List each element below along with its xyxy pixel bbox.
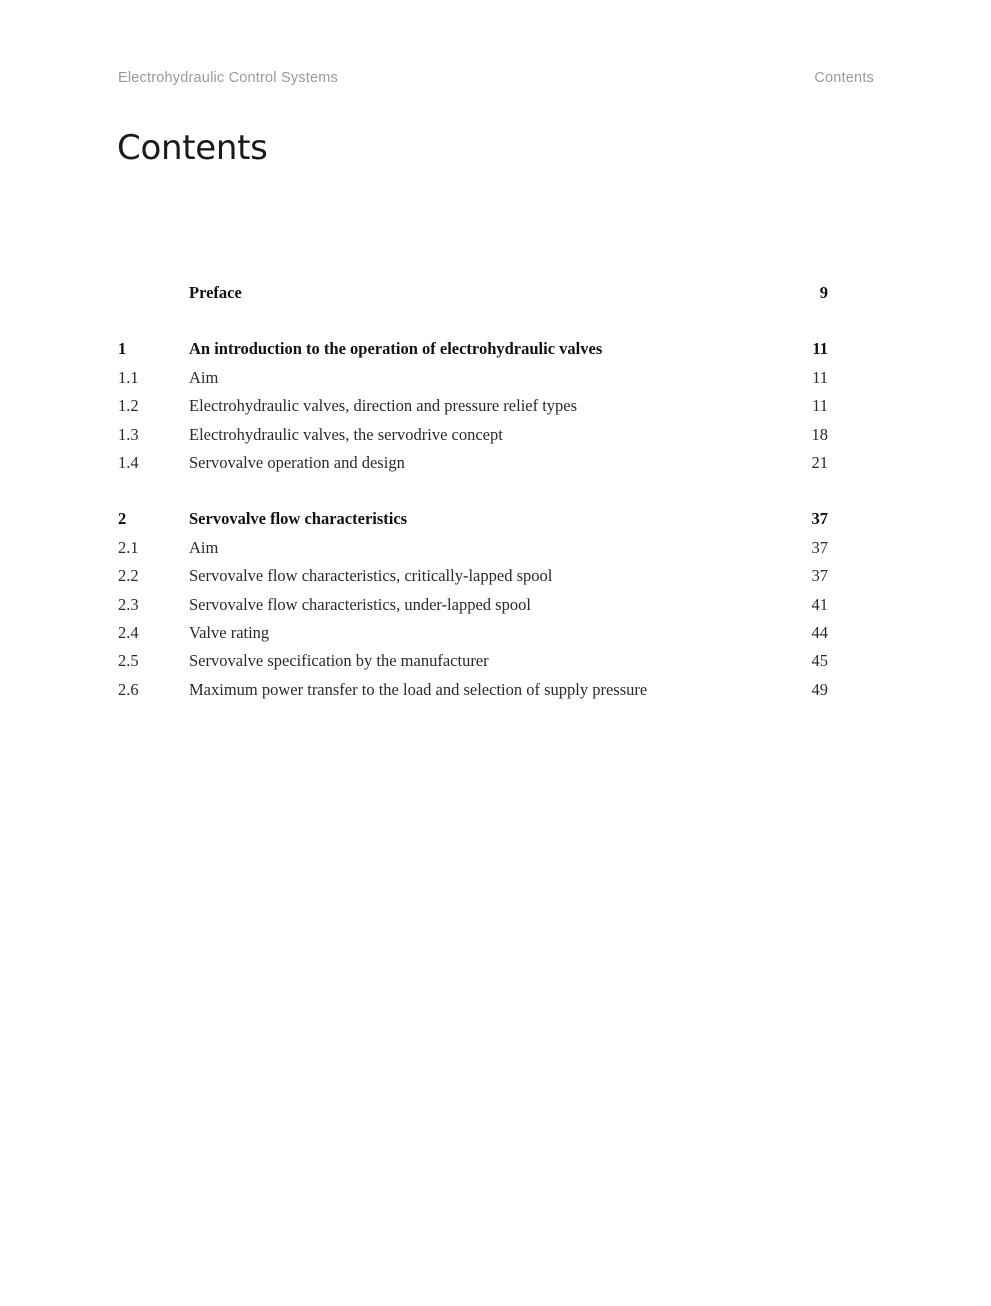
toc-entry-title: Servovalve specification by the manufacturer	[189, 651, 489, 671]
toc-entry-title: An introduction to the operation of electrohydraulic valves	[189, 339, 603, 359]
toc-entry-page: 44	[811, 622, 828, 642]
table-of-contents	[118, 279, 828, 732]
toc-entry-number: 1.3	[118, 424, 139, 444]
toc-entry-page: 18	[811, 424, 828, 444]
toc-entry-number: 2.1	[118, 537, 139, 557]
toc-entry-number: 2.6	[118, 679, 139, 699]
toc-entry-title: Servovalve operation and design	[189, 452, 405, 472]
toc-entry-page: 21	[811, 452, 828, 472]
toc-entry-chapter[interactable]	[118, 335, 828, 363]
toc-entry-title: Aim	[189, 367, 219, 387]
toc-entry-title: Servovalve flow characteristics	[189, 509, 408, 529]
toc-entry-title: Valve rating	[189, 622, 270, 642]
toc-entry-title: Maximum power transfer to the load and selection of supply pressure	[189, 679, 648, 699]
toc-entry-chapter[interactable]	[118, 505, 828, 533]
toc-entry[interactable]	[118, 591, 828, 619]
toc-entry-title: Servovalve flow characteristics, under-lapped spool	[189, 594, 531, 614]
toc-entry[interactable]	[118, 534, 828, 562]
toc-entry-preface[interactable]	[118, 279, 828, 307]
toc-entry[interactable]	[118, 676, 828, 704]
running-header-section: Contents	[814, 70, 874, 86]
toc-entry-title: Servovalve flow characteristics, critically-lapped spool	[189, 566, 553, 586]
toc-entry[interactable]	[118, 647, 828, 675]
toc-entry-number: 2.5	[118, 651, 139, 671]
toc-entry-number: 1.2	[118, 396, 139, 416]
toc-entry-page: 11	[812, 367, 828, 387]
toc-entry-number: 2.2	[118, 566, 139, 586]
toc-entry-number: 1.1	[118, 367, 139, 387]
toc-entry-title: Preface	[189, 283, 242, 302]
toc-entry-page: 37	[811, 566, 828, 586]
toc-entry-page: 37	[811, 537, 828, 557]
toc-entry-page: 11	[812, 396, 828, 416]
toc-entry[interactable]	[118, 364, 828, 392]
toc-entry-page: 45	[811, 651, 828, 671]
toc-entry-number: 1.4	[118, 452, 139, 472]
toc-section-preface	[118, 279, 828, 307]
toc-entry-title: Electrohydraulic valves, direction and pressure relief types	[189, 396, 578, 416]
toc-entry[interactable]	[118, 619, 828, 647]
toc-entry-page: 11	[812, 339, 828, 359]
running-header-book-title: Electrohydraulic Control Systems	[118, 70, 338, 86]
toc-entry-title: Aim	[189, 537, 219, 557]
toc-entry-page: 41	[811, 594, 828, 614]
toc-entry-number: 2.3	[118, 594, 139, 614]
toc-entry-page: 9	[819, 283, 828, 302]
toc-entry-number: 2	[118, 509, 127, 529]
toc-section-chapter-2	[118, 505, 828, 704]
toc-entry-number: 1	[118, 339, 127, 359]
toc-entry-number: 2.4	[118, 622, 139, 642]
toc-entry[interactable]	[118, 562, 828, 590]
toc-entry[interactable]	[118, 449, 828, 477]
toc-entry-page: 49	[811, 679, 828, 699]
toc-entry-page: 37	[811, 509, 828, 529]
toc-entry[interactable]	[118, 421, 828, 449]
toc-entry-title: Electrohydraulic valves, the servodrive concept	[189, 424, 503, 444]
toc-entry[interactable]	[118, 392, 828, 420]
toc-section-chapter-1	[118, 335, 828, 477]
page-title: Contents	[117, 128, 268, 168]
